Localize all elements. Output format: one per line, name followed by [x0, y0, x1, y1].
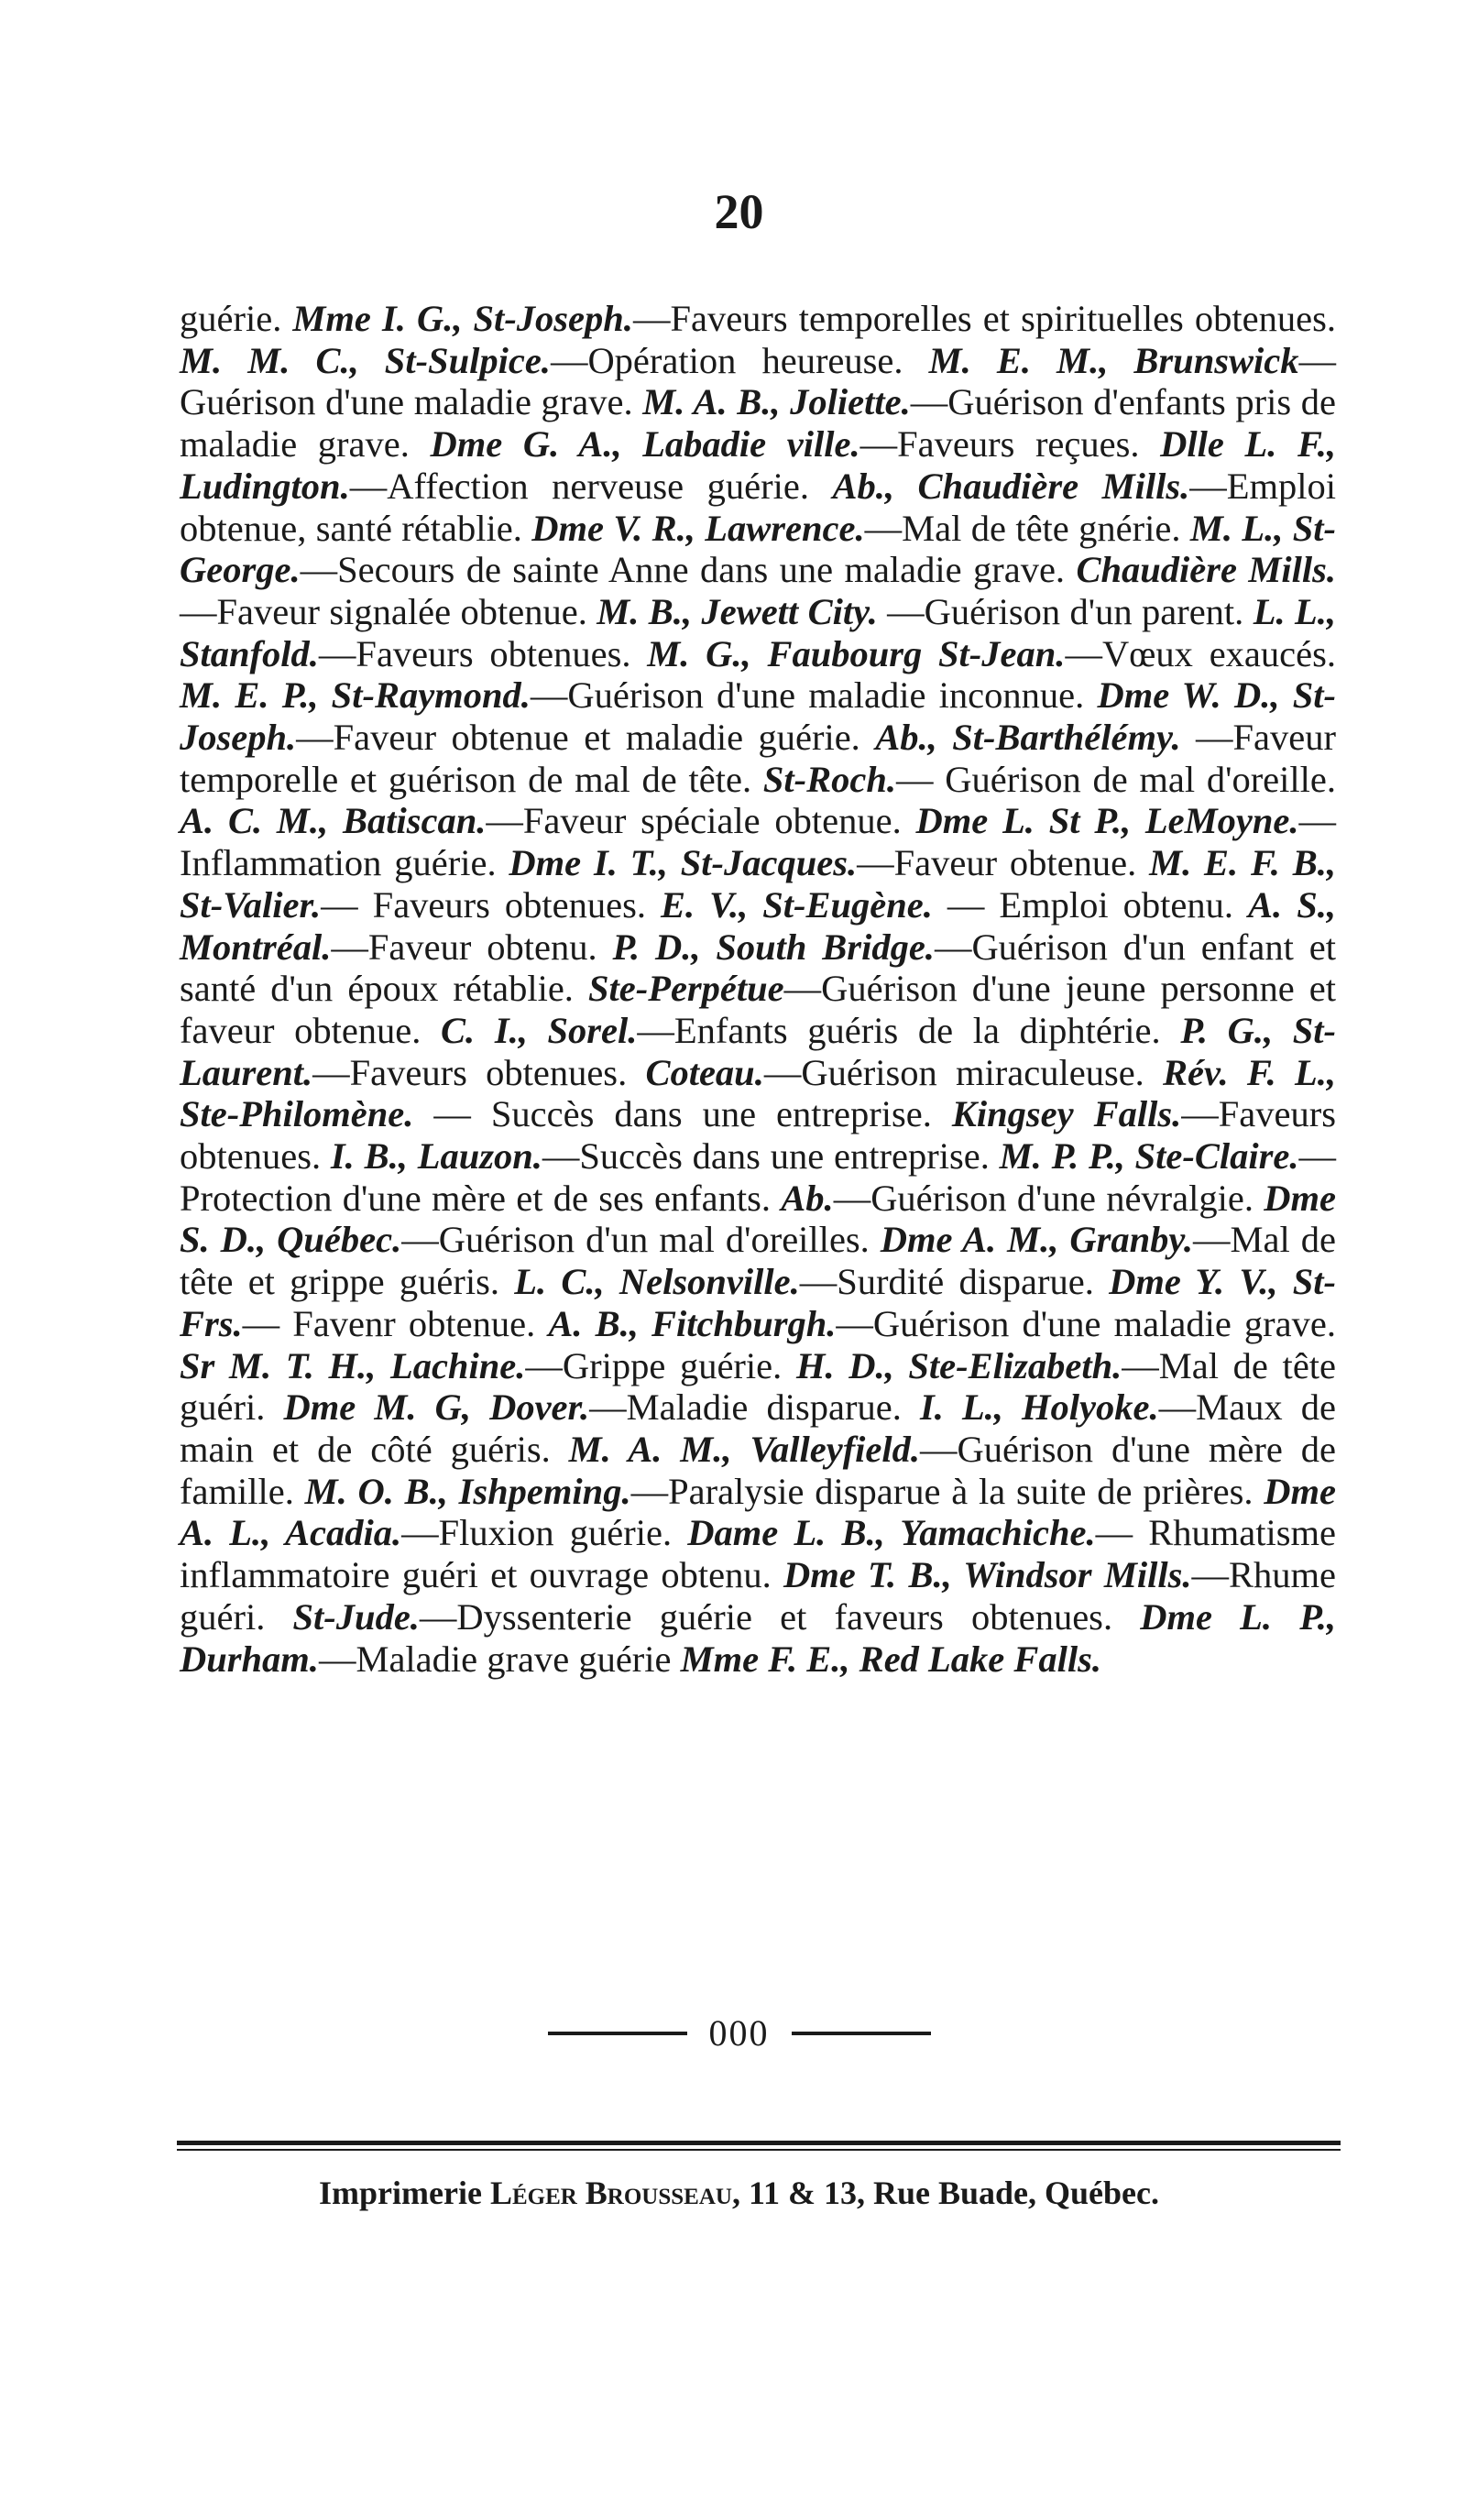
entry-text: —Dyssenterie guérie et faveurs obtenues. [419, 1595, 1141, 1638]
entry-text: —Faveurs obtenues. [180, 1093, 1337, 1178]
entry-name: M. G., Faubourg St-Jean. [647, 632, 1066, 674]
page-number: 20 [714, 184, 764, 239]
footer-rule-thick [177, 2141, 1341, 2145]
entry-name: H. D., Ste-Elizabeth. [795, 1344, 1122, 1386]
entry-name: P. D., South Bridge. [612, 926, 935, 968]
entry-text: —Faveur obtenue. [857, 842, 1150, 884]
entry-name: Dme A. L., Acadia. [180, 1470, 1337, 1554]
entry-name: P. G., St-Laurent. [180, 1009, 1337, 1093]
entry-name: Dme A. M., Granby. [880, 1219, 1194, 1261]
entry-name: Coteau. [645, 1051, 764, 1093]
entry-text: —Faveurs obtenues. [312, 1051, 646, 1093]
entry-name: Dme Y. V., St-Frs. [180, 1261, 1336, 1344]
imprint [0, 2174, 1478, 2212]
imprint-prefix: Imprimerie [319, 2175, 490, 2211]
entry-name: Dme M. G, Dover. [283, 1386, 590, 1429]
entry-name: St-Roch. [762, 758, 896, 800]
entry-name: Kingsey Falls. [951, 1093, 1182, 1135]
entry-text: — Emploi obtenu. [932, 883, 1249, 926]
imprint-printer-name: Léger Brousseau [489, 2175, 732, 2211]
entry-text: —Mal de tête gnérie. [864, 507, 1190, 549]
entry-name: L. L., Stanfold. [180, 590, 1337, 674]
entry-text: —Guérison d'une névralgie. [833, 1177, 1265, 1219]
entry-text: —Faveur spéciale obtenue. [486, 800, 916, 842]
entry-name: St-Jude. [292, 1595, 420, 1638]
entry-name: Mme I. G., St-Joseph. [292, 298, 633, 339]
entry-name: Dme V. R., Lawrence. [531, 507, 865, 549]
imprint-address: , 11 & 13, Rue Buade, Québec. [731, 2175, 1159, 2211]
entry-name: Ab. [781, 1177, 834, 1219]
entry-text: —Paralysie disparue à la suite de prières. [630, 1470, 1265, 1512]
entry-name: M. E. M., Brunswick [928, 339, 1299, 381]
entry-text: —Maladie grave guérie [318, 1638, 681, 1680]
entry-text: —Succès dans une entreprise. [542, 1135, 1000, 1178]
footer-rule-thin [177, 2149, 1341, 2151]
entry-name: M. E. F. B., St-Valier. [180, 842, 1336, 926]
entry-text: —Enfants guéris de la diphtérie. [637, 1009, 1181, 1051]
entry-text: —Maladie disparue. [589, 1386, 920, 1429]
entry-text: — Succès dans une entreprise. [413, 1093, 952, 1135]
entry-name: Chaudière Mills. [1076, 549, 1336, 591]
entry-text: — Faveurs obtenues. [321, 883, 662, 926]
entry-text: —Secours de sainte Anne dans une maladie grave. [300, 549, 1077, 591]
entry-name: M. P. P., Ste-Claire. [999, 1135, 1299, 1178]
entry-name: Sr M. T. H., Lachine. [180, 1344, 526, 1386]
entry-name: Ste-Perpétue [587, 968, 784, 1010]
entry-text: —Opération heureuse. [550, 339, 929, 381]
entry-name: Rév. F. L., Ste-Philomène. [180, 1051, 1336, 1135]
entry-text: —Surdité disparue. [799, 1261, 1110, 1303]
entry-name: A. C. M., Batiscan. [180, 800, 487, 842]
entry-text: —Guérison d'une maladie grave. [836, 1302, 1336, 1344]
entry-text: —Faveurs reçues. [859, 423, 1161, 466]
entry-text: —Faveurs obtenues. [318, 632, 648, 674]
entry-text: — Guérison de mal d'oreille. [896, 758, 1337, 800]
entry-text: —Guérison d'une jeune personne et faveur obtenue. [180, 968, 1336, 1051]
entry-text: —Guérison d'un enfant et santé d'un époux rétablie. [180, 926, 1336, 1010]
body-text [180, 298, 1336, 1680]
entry-name: Dme T. B., Windsor Mills. [783, 1554, 1192, 1596]
entry-name: Dme W. D., St-Joseph. [180, 674, 1336, 759]
entry-text: —Guérison d'un parent. [877, 590, 1254, 632]
entry-name: E. V., St-Eugène. [661, 883, 933, 926]
entry-name: L. C., Nelsonville. [514, 1261, 800, 1303]
entry-text: —Emploi obtenue, santé rétablie. [180, 465, 1336, 549]
entry-name: Dame L. B., Yamachiche. [687, 1512, 1096, 1554]
entry-text: —Guérison d'enfants pris de maladie grave. [180, 381, 1337, 466]
entry-text: —Guérison d'un mal d'oreilles. [401, 1219, 881, 1261]
entry-name: M. L., St-George. [180, 507, 1337, 591]
separator-text: 000 [708, 2012, 770, 2054]
entry-name: I. L., Holyoke. [919, 1386, 1159, 1429]
entry-text: —Protection d'une mère et de ses enfants. [180, 1135, 1337, 1219]
separator-line-left [548, 2032, 687, 2035]
entry-name: Dme I. T., St-Jacques. [509, 842, 858, 884]
entry-name: M. O. B., Ishpeming. [304, 1470, 631, 1512]
entry-name: M. A. B., Joliette. [642, 381, 911, 423]
entry-name: Ab., Chaudière Mills. [832, 465, 1190, 507]
entry-text: —Faveur obtenue et maladie guérie. [296, 717, 876, 759]
entry-text: — Favenr obtenue. [242, 1302, 549, 1344]
entry-text: —Faveurs temporelles et spirituelles obtenues. [632, 298, 1336, 339]
entry-name: Ab., St-Barthélémy. [875, 717, 1181, 759]
entry-name: Dlle L. F., Ludington. [180, 423, 1336, 507]
entry-name: M. E. P., St-Raymond. [180, 674, 531, 717]
entry-text: —Vœux exaucés. [1065, 632, 1336, 674]
entry-name: I. B., Lauzon. [330, 1135, 542, 1178]
entry-name: A. B., Fitchburgh. [548, 1302, 837, 1344]
entry-text: —Faveur signalée obtenue. [180, 590, 597, 632]
separator [0, 2011, 1478, 2054]
entry-text: —Mal de tête et grippe guéris. [180, 1219, 1336, 1303]
separator-line-right [792, 2032, 931, 2035]
entry-text: —Guérison d'une maladie grave. [180, 339, 1336, 423]
entry-text: —Grippe guérie. [525, 1344, 796, 1386]
entry-text: —Faveur temporelle et guérison de mal de tête. [180, 717, 1336, 800]
entry-text: —Guérison miraculeuse. [763, 1051, 1164, 1093]
entry-text: guérie. [180, 298, 293, 339]
entry-name: M. B., Jewett City. [597, 590, 878, 632]
entry-text: — Rhumatisme inflammatoire guéri et ouvrage obtenu. [180, 1512, 1336, 1596]
entry-text: —Fluxion guérie. [401, 1512, 688, 1554]
entry-name: Dme L. P., Durham. [180, 1595, 1337, 1680]
entry-name: C. I., Sorel. [441, 1009, 638, 1051]
entry-name: A. S., Montréal. [180, 883, 1336, 968]
entry-text: —Maux de main et de côté guéris. [180, 1386, 1336, 1470]
entry-name: M. A. M., Valleyfield. [568, 1428, 921, 1470]
entry-text: —Guérison d'une maladie inconnue. [530, 674, 1098, 717]
entry-text: —Faveur obtenu. [331, 926, 613, 968]
entry-text: —Guérison d'une mère de famille. [180, 1428, 1336, 1512]
entry-name: Dme S. D., Québec. [180, 1177, 1336, 1261]
entry-text: —Affection nerveuse guérie. [349, 465, 833, 507]
entry-name: Dme G. A., Labadie ville. [430, 423, 860, 466]
entry-text: —Rhume guéri. [180, 1554, 1336, 1638]
entry-name: Dme L. St P., LeMoyne. [915, 800, 1299, 842]
entry-name: Mme F. E., Red Lake Falls. [680, 1638, 1102, 1680]
entry-name: M. M. C., St-Sulpice. [180, 339, 551, 381]
entry-text: —Inflammation guérie. [180, 800, 1336, 884]
entry-text: —Mal de tête guéri. [180, 1344, 1337, 1429]
